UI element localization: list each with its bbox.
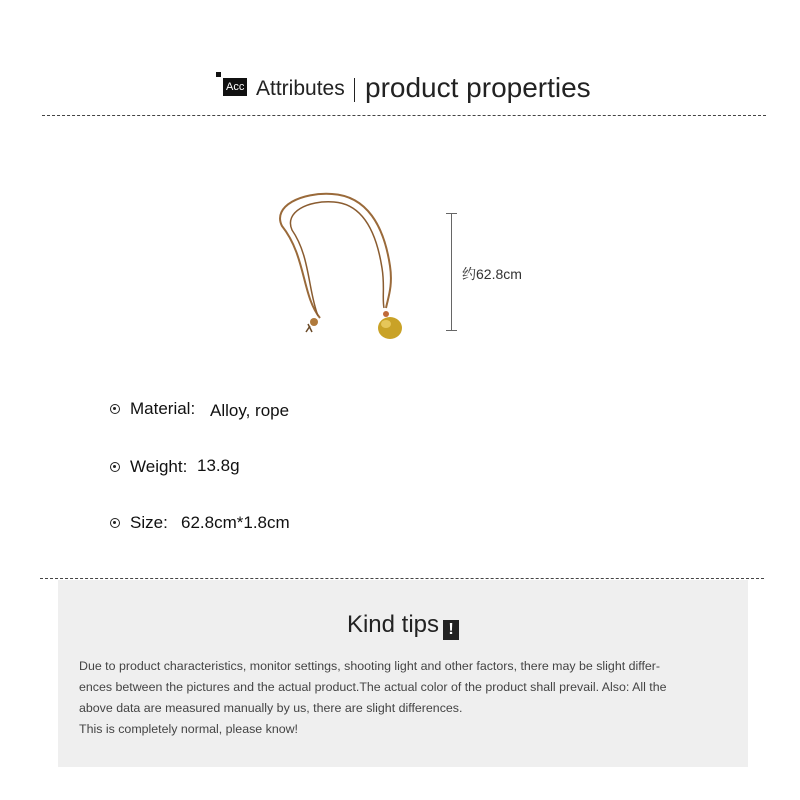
necklace-image — [262, 186, 412, 346]
header-tag-box: Acc — [223, 78, 247, 96]
exclamation-icon: ! — [443, 620, 459, 640]
bullet-icon — [110, 462, 120, 472]
kind-tips-panel — [58, 580, 748, 767]
spec-label: Size: — [130, 513, 168, 532]
spec-label: Weight: — [130, 457, 188, 476]
measure-label: 约62.8cm — [462, 266, 522, 282]
tips-line: This is completely normal, please know! — [79, 722, 298, 736]
bullet-icon — [110, 518, 120, 528]
page-title: product properties — [365, 72, 591, 103]
bullet-icon — [110, 404, 120, 414]
spec-value: Alloy, rope — [210, 401, 290, 420]
tips-line: above data are measured manually by us, there are slight differences. — [79, 701, 463, 715]
section-header — [0, 68, 800, 112]
spec-value: 13.8g — [197, 456, 240, 475]
tips-body — [79, 656, 734, 740]
measure-cap-bottom — [446, 330, 457, 331]
tips-line: Due to product characteristics, monitor settings, shooting light and other factors, there may be slight differ- — [79, 659, 661, 673]
tips-line: ences between the pictures and the actual product.The actual color of the product shall prevail. Also: All the — [79, 680, 667, 694]
header-dot-icon — [216, 72, 221, 77]
top-divider — [42, 115, 766, 116]
header-tag-text: Attributes — [256, 77, 345, 100]
spec-value: 62.8cm*1.8cm — [181, 513, 290, 532]
tips-title — [58, 608, 748, 642]
measure-cap-top — [446, 213, 457, 214]
header-separator — [354, 78, 355, 102]
spec-label: Material: — [130, 399, 196, 418]
tips-title-text: Kind tips — [346, 611, 440, 638]
measure-line — [451, 213, 452, 330]
bottom-divider — [40, 578, 764, 579]
